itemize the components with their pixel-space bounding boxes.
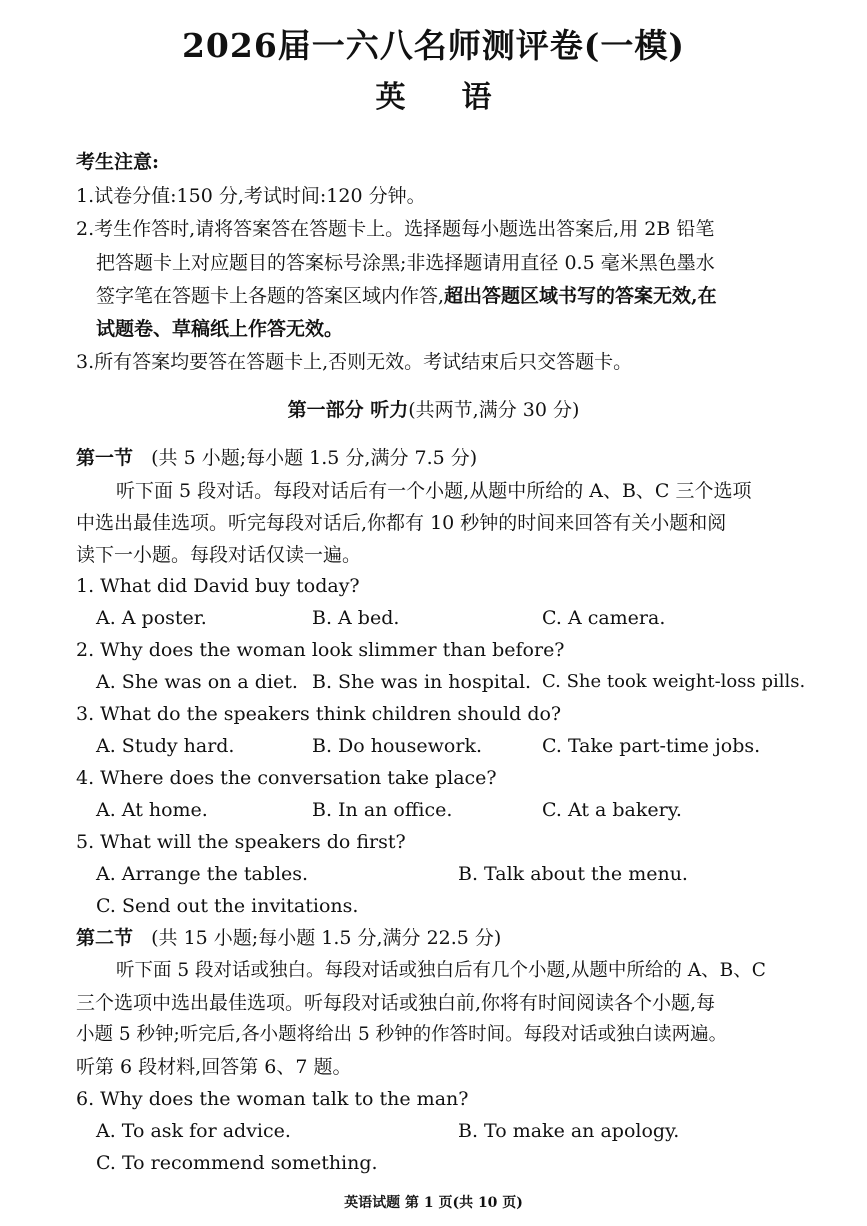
section2-instructions-4: 听第 6 段材料,回答第 6、7 题。 [76, 1056, 352, 1078]
section2-label: 第二节 [76, 927, 134, 949]
part1-heading [0, 395, 867, 425]
q3-option-c: C. Take part-time jobs. [542, 735, 761, 757]
q5-option-b: B. Talk about the menu. [458, 863, 688, 885]
notice-item-1: 1.试卷分值:150 分,考试时间:120 分钟。 [76, 185, 426, 207]
notice-heading: 考生注意: [76, 151, 160, 173]
q2-option-a: A. She was on a diet. [96, 671, 298, 693]
notice-item-2-line-4: 试题卷、草稿纸上作答无效。 [96, 318, 344, 340]
q6-option-b: B. To make an apology. [458, 1120, 680, 1142]
section2-instructions-3: 小题 5 秒钟;听完后,各小题将给出 5 秒钟的作答时间。每段对话或独白读两遍。 [76, 1024, 728, 1045]
subject-char-1: 英 [375, 80, 406, 115]
notice-item-2-line-1: 2.考生作答时,请将答案答在答题卡上。选择题每小题选出答案后,用 2B 铅笔 [76, 218, 715, 240]
question-3: 3. What do the speakers think children should do? [76, 703, 562, 725]
question-6: 6. Why does the woman talk to the man? [76, 1088, 469, 1110]
q4-option-b: B. In an office. [312, 799, 453, 821]
notice-item-3: 3.所有答案均要答在答题卡上,否则无效。考试结束后只交答题卡。 [76, 351, 633, 373]
section1-heading [76, 443, 796, 473]
notice-item-2-line-3 [96, 281, 816, 311]
notice-item-2-line-2: 把答题卡上对应题目的答案标号涂黑;非选择题请用直径 0.5 毫米黑色墨水 [96, 252, 715, 274]
notice-text: 签字笔在答题卡上各题的答案区域内作答, [96, 285, 445, 307]
section2-instructions-1: 听下面 5 段对话或独白。每段对话或独白后有几个小题,从题中所给的 A、B、C [116, 960, 766, 981]
q3-option-b: B. Do housework. [312, 735, 482, 757]
q3-option-a: A. Study hard. [96, 735, 235, 757]
question-5: 5. What will the speakers do first? [76, 831, 406, 853]
q4-option-c: C. At a bakery. [542, 799, 682, 821]
part1-title: 第一部分 听力 [287, 399, 409, 421]
section2-heading [76, 923, 796, 953]
section1-instructions-2: 中选出最佳选项。听完每段对话后,你都有 10 秒钟的时间来回答有关小题和阅 [76, 512, 727, 534]
section1-instructions-3: 读下一小题。每段对话仅读一遍。 [76, 544, 362, 566]
q5-option-c: C. Send out the invitations. [96, 895, 359, 917]
question-1: 1. What did David buy today? [76, 575, 360, 597]
q6-option-a: A. To ask for advice. [96, 1120, 291, 1142]
q2-option-c: C. She took weight-loss pills. [542, 671, 806, 692]
part1-info: (共两节,满分 30 分) [408, 399, 580, 421]
section2-instructions-2: 三个选项中选出最佳选项。听每段对话或独白前,你将有时间阅读各个小题,每 [76, 992, 716, 1014]
page-footer: 英语试题 第 1 页(共 10 页) [344, 1195, 523, 1211]
notice-warning: 超出答题区域书写的答案无效,在 [444, 285, 717, 307]
q1-option-a: A. A poster. [96, 607, 207, 629]
section2-info: (共 15 小题;每小题 1.5 分,满分 22.5 分) [151, 927, 502, 949]
question-4: 4. Where does the conversation take place? [76, 767, 497, 789]
question-2: 2. Why does the woman look slimmer than before? [76, 639, 565, 661]
subject-title [0, 72, 867, 116]
q1-option-b: B. A bed. [312, 607, 400, 629]
subject-char-2: 语 [461, 80, 492, 115]
exam-title: 2026届一六八名师测评卷(一模) [181, 26, 686, 65]
q4-option-a: A. At home. [96, 799, 208, 821]
q2-option-b: B. She was in hospital. [312, 671, 532, 693]
q1-option-c: C. A camera. [542, 607, 666, 629]
section1-info: (共 5 小题;每小题 1.5 分,满分 7.5 分) [151, 447, 478, 469]
section1-label: 第一节 [76, 447, 134, 469]
q6-option-c: C. To recommend something. [96, 1152, 378, 1174]
section1-instructions-1: 听下面 5 段对话。每段对话后有一个小题,从题中所给的 A、B、C 三个选项 [116, 480, 752, 502]
q5-option-a: A. Arrange the tables. [96, 863, 309, 885]
